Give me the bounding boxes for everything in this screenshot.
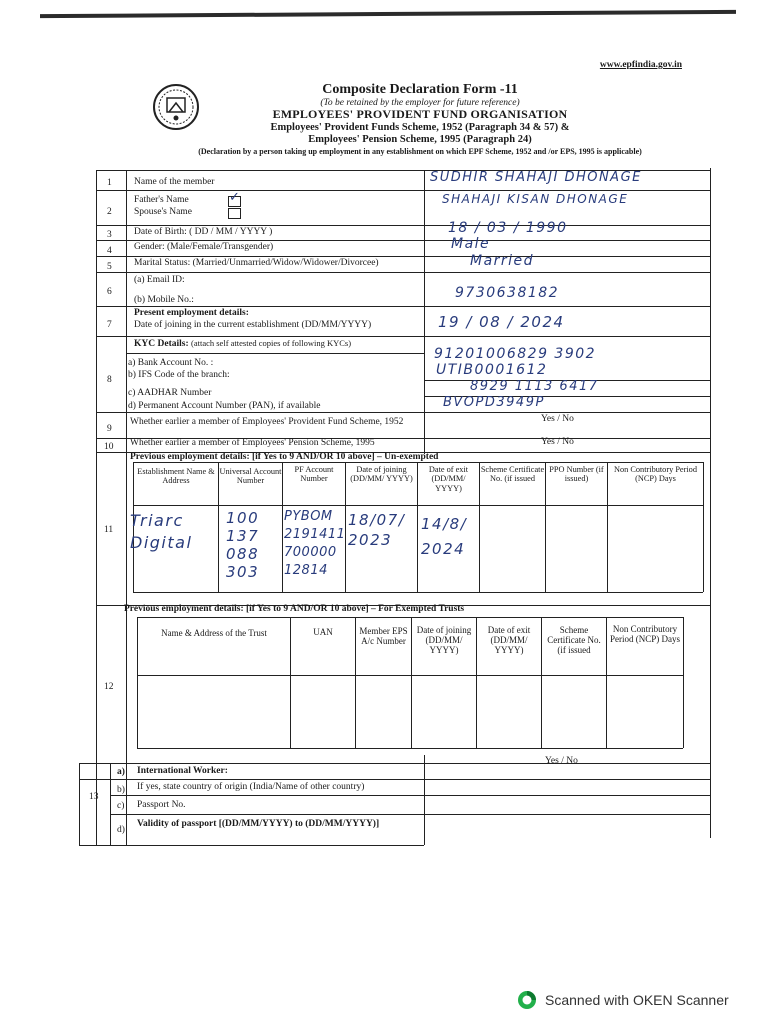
label-spouse-name: Spouse's Name [134, 207, 192, 217]
row-number: 4 [107, 246, 112, 256]
member-name-value: SUDHIR SHAHAJI DHONAGE [430, 170, 642, 185]
t11-header: PF Account Number [294, 465, 334, 484]
uan-value [226, 509, 259, 581]
uan-line: 137 [226, 527, 260, 545]
doj-line: 18/07/ [348, 511, 406, 529]
t12-col [683, 617, 684, 748]
t11-header: Scheme Certificate No. (if issued [480, 465, 545, 484]
establishment-line: Digital [130, 533, 193, 552]
scheme-line-1: Employees' Provident Funds Scheme, 1952 (Paragraph 34 & 57) & [270, 122, 570, 133]
row-number: 2 [107, 207, 112, 217]
establishment-line: Triarc [130, 511, 184, 530]
r13-b-letter: b) [117, 785, 125, 795]
marital-value: Married [470, 253, 535, 269]
row-number: 7 [107, 320, 112, 330]
uan-line: 100 [226, 509, 260, 527]
ifsc-value: UTIB0001612 [436, 362, 548, 378]
label-marital: Marital Status: (Married/Unmarried/Widow/Widower/Divorcee) [134, 258, 379, 268]
row-13-left [79, 764, 80, 846]
label-aadhar: c) AADHAR Number [128, 388, 212, 398]
doe-line: 2024 [421, 540, 466, 558]
row-line [96, 412, 710, 413]
row-number: 1 [107, 178, 112, 188]
exempted-title: Previous employment details: [if Yes to 9 AND/OR 10 above] – For Exempted Trusts [124, 604, 465, 614]
label-bank-account: a) Bank Account No. : [128, 358, 214, 368]
pan-value: BVOPD3949P [443, 395, 545, 410]
spouse-checkbox[interactable] [228, 208, 241, 219]
doe-line: 14/8/ [421, 515, 468, 533]
label-passport-validity: Validity of passport [(DD/MM/YYYY) to (DD/MM/YYYY)] [137, 819, 380, 829]
r13-c-letter: c) [117, 801, 125, 811]
table11-bottom [133, 592, 703, 593]
t12-header: Scheme Certificate No. (if issued [547, 625, 601, 656]
pf-line: PYBOM [284, 509, 333, 524]
row-line [96, 190, 710, 191]
unexempted-title: Previous employment details: [if Yes to 9 AND/OR 10 above] – Un-exempted [130, 452, 439, 462]
row-line [96, 225, 710, 226]
row-number: 12 [104, 682, 114, 692]
table12-bottom [137, 748, 683, 749]
row-13-sub [110, 764, 111, 846]
row-line [79, 779, 710, 780]
scanner-text: Scanned with OKEN Scanner [545, 992, 729, 1008]
label-col-divider-13 [424, 755, 425, 845]
dob-value: 18 / 03 / 1990 [448, 220, 568, 236]
gender-value: Male [451, 236, 491, 252]
label-dob: Date of Birth: ( DD / MM / YYYY ) [134, 227, 273, 237]
row-number: 10 [104, 442, 114, 452]
t12-header: Name & Address of the Trust [161, 628, 267, 638]
uan-line: 088 [226, 545, 260, 563]
doj-line: 2023 [348, 531, 393, 549]
t12-header: Date of exit (DD/MM/ YYYY) [487, 625, 531, 656]
t11-col [703, 462, 704, 592]
bank-account-value: 91201006829 3902 [434, 346, 597, 362]
doj-current-value: 19 / 08 / 2024 [438, 313, 565, 331]
pf-line: 2191411 [284, 527, 346, 542]
row-number: 11 [104, 525, 114, 535]
label-country-origin: If yes, state country of origin (India/Name of other country) [137, 782, 365, 792]
label-kyc [134, 339, 351, 350]
label-doj-current: Date of joining in the current establishment (DD/MM/YYYY) [134, 320, 372, 330]
row-number: 8 [107, 375, 112, 385]
t11-header: Non Contributory Period (NCP) Days [614, 465, 697, 484]
kyc-title: KYC Details: [134, 339, 189, 349]
t12-header: Date of joining (DD/MM/ YYYY) [416, 625, 472, 656]
label-ifsc: b) IFS Code of the branch: [128, 370, 230, 380]
row-line [110, 795, 710, 796]
r13-a-letter: a) [117, 767, 125, 777]
kyc-line [126, 353, 424, 354]
label-pan: d) Permanent Account Number (PAN), if available [128, 401, 321, 411]
international-worker-answer: Yes / No [545, 756, 578, 766]
mobile-value: 9730638182 [455, 285, 560, 301]
t11-header: Date of exit (DD/MM/ YYYY) [428, 465, 469, 493]
earlier-epf-answer: Yes / No [541, 414, 574, 424]
row-number: 5 [107, 262, 112, 272]
pf-line: 700000 [284, 545, 337, 560]
row-line [96, 240, 710, 241]
border-right [710, 168, 711, 838]
t12-header: Non Contributory Period (NCP) Days [610, 624, 680, 645]
label-earlier-eps: Whether earlier a member of Employees' Pension Scheme, 1995 [130, 438, 375, 448]
label-international-worker: International Worker: [137, 766, 228, 776]
form-subtitle: (To be retained by the employer for future reference) [320, 98, 520, 108]
oken-scanner-icon [517, 990, 537, 1010]
row-number: 3 [107, 230, 112, 240]
label-present-employment: Present employment details: [134, 308, 249, 318]
kyc-note: (attach self attested copies of following KYCs) [191, 338, 352, 348]
label-earlier-epf: Whether earlier a member of Employees' Provident Fund Scheme, 1952 [130, 417, 404, 427]
table12-top [137, 617, 683, 618]
row-number: 6 [107, 287, 112, 297]
row-line [96, 256, 710, 257]
prev-doj-value [348, 510, 405, 550]
scheme-line-2: Employees' Pension Scheme, 1995 (Paragraph 24) [308, 134, 532, 145]
declaration-note: (Declaration by a person taking up employment in any establishment on which EPF Scheme, 1952 and /or EPS, 1995 is applicable) [198, 147, 642, 156]
label-father-name: Father's Name [134, 195, 189, 205]
row-line [96, 272, 710, 273]
establishment-value [130, 510, 192, 554]
label-email: (a) Email ID: [134, 275, 185, 285]
prev-doe-value [421, 512, 467, 562]
label-mobile: (b) Mobile No.: [134, 295, 194, 305]
organisation-name: EMPLOYEES' PROVIDENT FUND ORGANISATION [272, 107, 568, 121]
t11-header: Establishment Name & Address [137, 467, 215, 486]
t12-header: UAN [313, 627, 333, 637]
row-line [79, 763, 710, 764]
t11-header: Date of joining (DD/MM/ YYYY) [350, 465, 413, 484]
label-member-name: Name of the member [134, 177, 215, 187]
pf-line: 12814 [284, 563, 328, 578]
form-title: Composite Declaration Form -11 [322, 82, 518, 97]
scanner-watermark [517, 990, 729, 1010]
table12-head-line [137, 675, 683, 676]
r13-d-letter: d) [117, 825, 125, 835]
t11-header: Universal Account Number [219, 467, 282, 486]
label-gender: Gender: (Male/Female/Transgender) [134, 242, 274, 252]
earlier-eps-answer: Yes / No [541, 437, 574, 447]
t12-header: Member EPS A/c Number [359, 626, 408, 647]
father-name-value: SHAHAJI KISAN DHONAGE [442, 192, 629, 206]
row-line [96, 306, 710, 307]
row-line [110, 814, 710, 815]
row-number: 13 [89, 792, 99, 802]
border-bottom [79, 845, 424, 846]
row-number: 9 [107, 424, 112, 434]
aadhar-value: 8929 1113 6417 [470, 379, 599, 394]
website-url: www.epfindia.gov.in [599, 60, 682, 70]
label-passport-no: Passport No. [137, 800, 186, 810]
uan-line: 303 [226, 563, 260, 581]
father-check-mark: ✓ [229, 190, 242, 205]
row-line [96, 336, 710, 337]
pf-number-value [284, 508, 345, 580]
t11-header: PPO Number (if issued) [549, 465, 604, 484]
